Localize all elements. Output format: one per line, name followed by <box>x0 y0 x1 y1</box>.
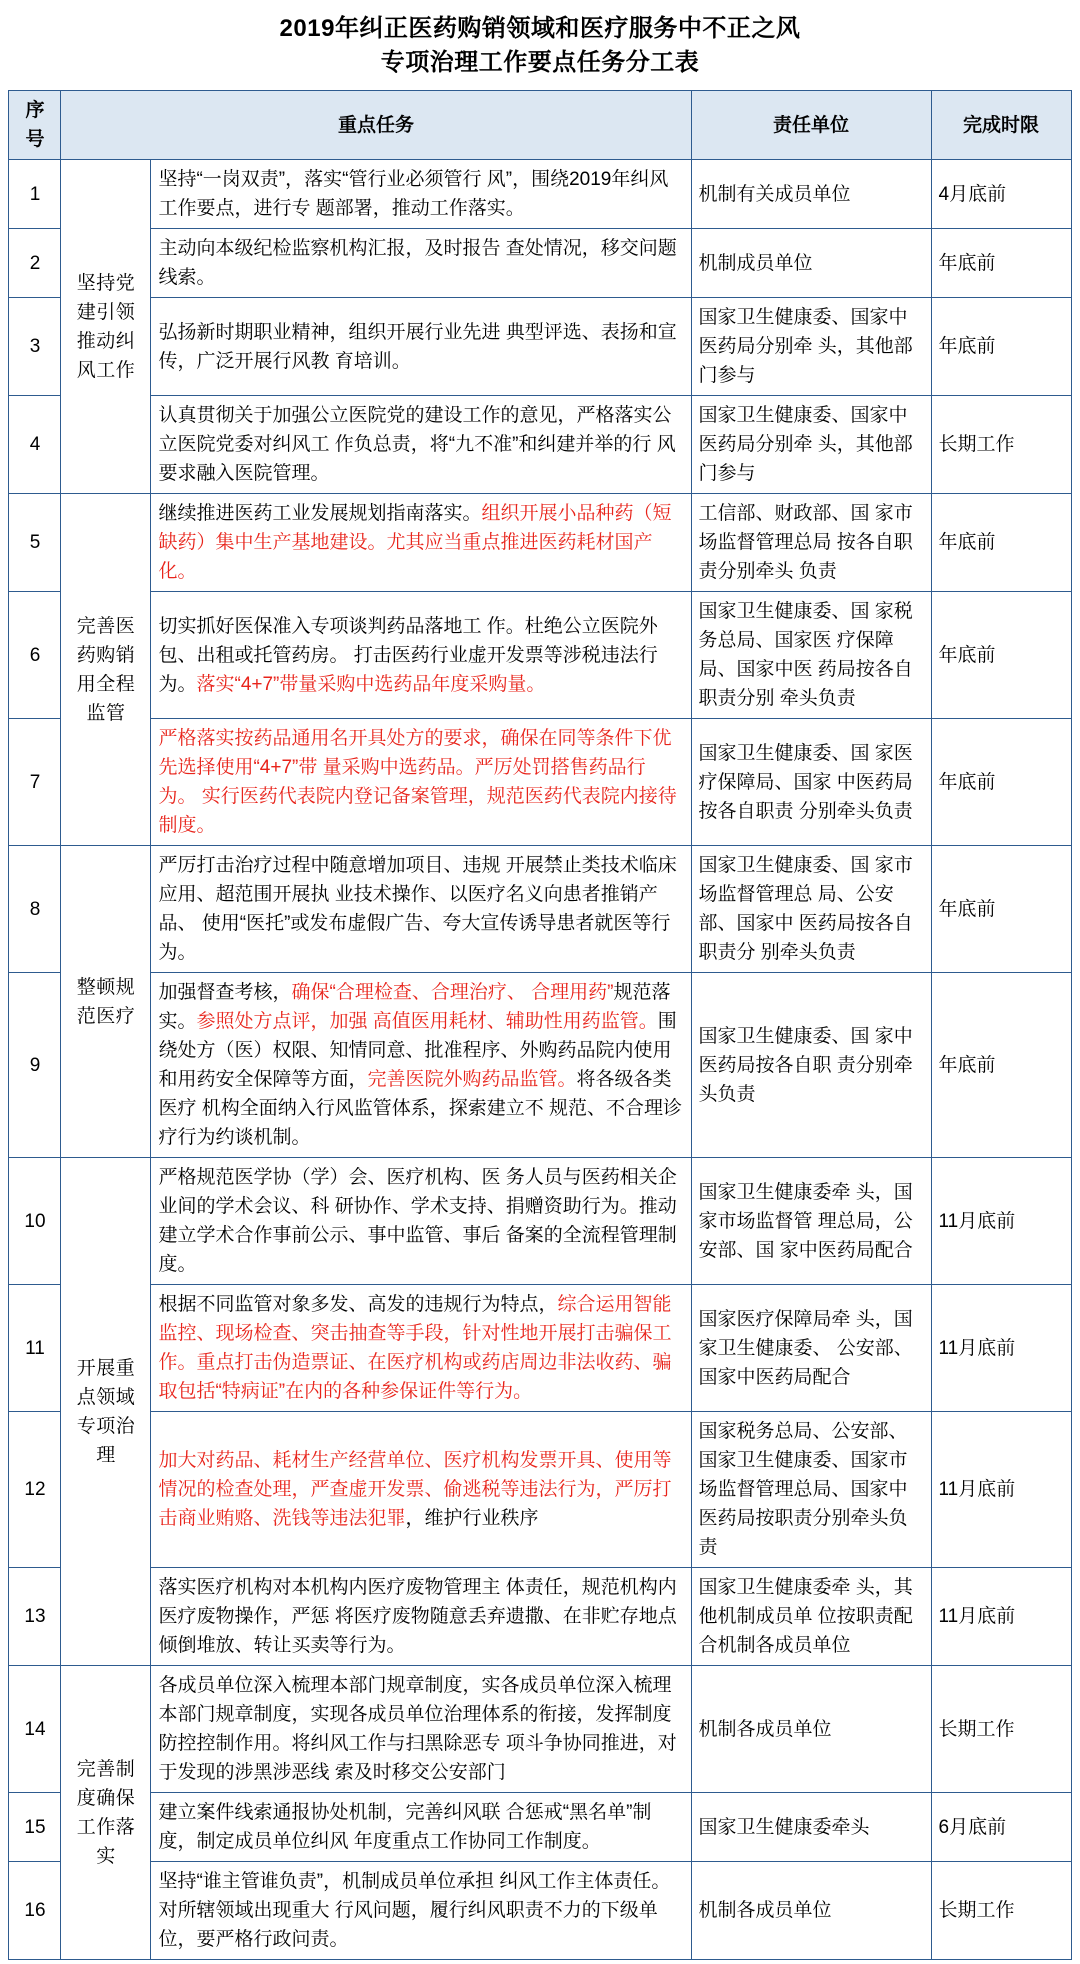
table-row <box>9 1158 1071 1285</box>
task-text: 围绕处方（医）权限、知情同意、批准程序、外购药品院内使用和用药安全保障等方面， <box>158 1011 677 1090</box>
row-task <box>151 846 691 973</box>
table-row <box>9 160 1071 229</box>
row-task <box>151 719 691 846</box>
task-text-highlight: 严格落实按药品通用名开具处方的要求，确保在同等条件下优先选择使用“4+7”带 量采购中选药品。严厉处罚搭售药品行为。 实行医药代表院内登记备案管理，规范医药代表院内接待制度。 <box>158 728 677 836</box>
row-responsible-unit: 国家医疗保障局牵 头，国家卫生健康委、 公安部、国家中医药局配合 <box>691 1285 931 1412</box>
row-number: 12 <box>9 1412 61 1568</box>
header-unit: 责任单位 <box>691 91 931 160</box>
row-deadline: 年底前 <box>931 229 1071 298</box>
task-text: 将各级各类医疗 机构全面纳入行风监管体系，探索建立不 规范、不合理诊疗行为约谈机制。 <box>158 1069 683 1148</box>
row-group-area: 坚持党建引领推动纠风工作 <box>61 160 151 494</box>
row-group-area: 完善制度确保工作落实 <box>61 1666 151 1960</box>
row-task <box>151 1862 691 1960</box>
table-row <box>9 229 1071 298</box>
task-text: 认真贯彻关于加强公立医院党的建设工作的意见，严格落实公立医院党委对纠风工 作负总责，将“九不准”和纠建并举的行 风要求融入医院管理。 <box>158 405 676 484</box>
row-group-area: 开展重点领域专项治理 <box>61 1158 151 1666</box>
table-row <box>9 592 1071 719</box>
table-row <box>9 298 1071 396</box>
task-text: 坚持“谁主管谁负责”，机制成员单位承担 纠风工作主体责任。对所辖领域出现重大 行风问题，履行纠风职责不力的下级单位，要严格行政问责。 <box>158 1871 671 1950</box>
row-deadline: 11月底前 <box>931 1412 1071 1568</box>
row-deadline: 11月底前 <box>931 1285 1071 1412</box>
row-task <box>151 1793 691 1862</box>
row-responsible-unit: 国家卫生健康委牵 头，国家市场监督管 理总局，公安部、国 家中医药局配合 <box>691 1158 931 1285</box>
row-responsible-unit: 国家卫生健康委、国家中医药局分别牵 头，其他部门参与 <box>691 298 931 396</box>
row-responsible-unit: 机制各成员单位 <box>691 1862 931 1960</box>
row-deadline: 年底前 <box>931 494 1071 592</box>
header-no: 序号 <box>9 91 61 160</box>
row-responsible-unit: 国家卫生健康委牵头 <box>691 1793 931 1862</box>
table-row <box>9 973 1071 1158</box>
row-task <box>151 1666 691 1793</box>
task-text: 切实抓好医保准入专项谈判药品落地工 作。杜绝公立医院外包、出租或托管药房。 打击医药行业虚开发票等涉税违法行为。 <box>158 615 658 695</box>
row-deadline: 年底前 <box>931 973 1071 1158</box>
row-deadline: 长期工作 <box>931 1666 1071 1793</box>
table-row <box>9 1666 1071 1793</box>
row-deadline: 长期工作 <box>931 1862 1071 1960</box>
row-task <box>151 298 691 396</box>
row-number: 1 <box>9 160 61 229</box>
row-number: 2 <box>9 229 61 298</box>
header-task: 重点任务 <box>61 91 691 160</box>
row-responsible-unit: 机制各成员单位 <box>691 1666 931 1793</box>
task-text: 建立案件线索通报协处机制，完善纠风联 合惩戒“黑名单”制度，制定成员单位纠风 年度重点工作协同工作制度。 <box>158 1802 652 1852</box>
row-task <box>151 229 691 298</box>
task-text-highlight: 加大对药品、耗材生产经营单位、医疗机构发票开具、使用等情况的检查处理，严查虚开发票、偷逃税等违法行为，严厉打击商业贿赂、洗钱等违法犯罪 <box>158 1450 672 1529</box>
table-row <box>9 719 1071 846</box>
task-text: 各成员单位深入梳理本部门规章制度，实各成员单位深入梳理本部门规章制度，实现各成员单位治理体系的衔接，发挥制度 防控控制作用。将纠风工作与扫黑除恶专 项斗争协同推进，对于发现的涉黑涉恶线 索及时移交公安部门 <box>158 1675 677 1783</box>
table-body <box>9 160 1071 1960</box>
task-text-highlight: 确保“合理检查、合理治疗、 合理用药” <box>291 982 614 1003</box>
row-deadline: 6月底前 <box>931 1793 1071 1862</box>
row-number: 6 <box>9 592 61 719</box>
row-number: 7 <box>9 719 61 846</box>
table-row <box>9 1285 1071 1412</box>
row-deadline: 年底前 <box>931 719 1071 846</box>
task-text: 规范落实。 <box>158 982 671 1032</box>
row-deadline: 年底前 <box>931 298 1071 396</box>
table-header-row <box>9 91 1071 160</box>
row-task <box>151 1412 691 1568</box>
row-number: 8 <box>9 846 61 973</box>
row-number: 11 <box>9 1285 61 1412</box>
row-task <box>151 1285 691 1412</box>
row-task <box>151 1568 691 1666</box>
row-task <box>151 973 691 1158</box>
task-text: 根据不同监管对象多发、高发的违规行为特点， <box>158 1294 558 1315</box>
row-responsible-unit: 国家卫生健康委、国 家中医药局按各自职 责分别牵头负责 <box>691 973 931 1158</box>
row-responsible-unit: 国家卫生健康委、国 家税务总局、国家医 疗保障局、国家中医 药局按各自职责分别 牵头负责 <box>691 592 931 719</box>
header-deadline: 完成时限 <box>931 91 1071 160</box>
row-number: 4 <box>9 396 61 494</box>
table-row <box>9 396 1071 494</box>
row-deadline: 年底前 <box>931 592 1071 719</box>
table-row <box>9 1568 1071 1666</box>
row-deadline: 长期工作 <box>931 396 1071 494</box>
page-title-line-1: 2019年纠正医药购销领域和医疗服务中不正之风 <box>279 15 801 42</box>
task-text-highlight: 完善医院外购药品监管。 <box>367 1069 577 1090</box>
row-number: 10 <box>9 1158 61 1285</box>
task-text: 严厉打击治疗过程中随意增加项目、违规 开展禁止类技术临床应用、超范围开展执 业技术操作、以医疗名义向患者推销产品、 使用“医托”或发布虚假广告、夸大宣传诱导患者就医等行为。 <box>158 855 677 963</box>
row-responsible-unit: 机制成员单位 <box>691 229 931 298</box>
row-number: 3 <box>9 298 61 396</box>
row-responsible-unit: 国家税务总局、公安部、国家卫生健康委、国家市场监督管理总局、国家中医药局按职责分别牵头负责 <box>691 1412 931 1568</box>
row-number: 14 <box>9 1666 61 1793</box>
task-text: ，维护行业秩序 <box>405 1508 539 1529</box>
task-text-highlight: 综合运用智能监控、现场检查、突击抽查等手段，针对性地开展打击骗保工作。重点打击伪造票证、在医疗机构或药店周边非法收药、骗取包括“特病证”在内的各种参保证件等行为。 <box>158 1294 672 1402</box>
row-deadline: 年底前 <box>931 846 1071 973</box>
table-row <box>9 1793 1071 1862</box>
row-group-area: 完善医药购销用全程监管 <box>61 494 151 846</box>
row-number: 9 <box>9 973 61 1158</box>
row-responsible-unit: 国家卫生健康委、国家中医药局分别牵 头，其他部门参与 <box>691 396 931 494</box>
row-task <box>151 396 691 494</box>
task-text: 继续推进医药工业发展规划指南落实。 <box>158 503 482 524</box>
row-number: 15 <box>9 1793 61 1862</box>
task-text: 主动向本级纪检监察机构汇报，及时报告 查处情况，移交问题线索。 <box>158 238 677 288</box>
table-row <box>9 1862 1071 1960</box>
table-row <box>9 494 1071 592</box>
row-responsible-unit: 工信部、财政部、国 家市场监督管理总局 按各自职责分别牵头 负责 <box>691 494 931 592</box>
row-task <box>151 494 691 592</box>
row-group-area: 整顿规范医疗 <box>61 846 151 1158</box>
page-title-line-2: 专项治理工作要点任务分工表 <box>380 49 700 76</box>
row-number: 5 <box>9 494 61 592</box>
row-deadline: 11月底前 <box>931 1568 1071 1666</box>
row-task <box>151 1158 691 1285</box>
row-task <box>151 592 691 719</box>
table-row <box>9 1412 1071 1568</box>
task-text-highlight: 组织开展小品种药（短缺药）集中生产基地建设。尤其应当重点推进医药耗材国产化。 <box>158 503 672 582</box>
task-text: 严格规范医学协（学）会、医疗机构、医 务人员与医药相关企业间的学术会议、科 研协作、学术支持、捐赠资助行为。推动 建立学术合作事前公示、事中监管、事后 备案的全流程管理制度。 <box>158 1167 677 1275</box>
task-text: 坚持“一岗双责”，落实“管行业必须管行 风”，围绕2019年纠风工作要点，进行专 题部署，推动工作落实。 <box>158 169 669 219</box>
row-number: 16 <box>9 1862 61 1960</box>
row-deadline: 4月底前 <box>931 160 1071 229</box>
task-text: 加强督查考核， <box>158 982 292 1003</box>
row-responsible-unit: 国家卫生健康委、国 家医疗保障局、国家 中医药局按各自职责 分别牵头负责 <box>691 719 931 846</box>
row-number: 13 <box>9 1568 61 1666</box>
task-text-highlight: 落实“4+7”带量采购中选药品年度采购量。 <box>196 673 546 695</box>
page-title <box>8 12 1072 80</box>
task-text-highlight: 参照处方点评，加强 高值医用耗材、辅助性用药监管。 <box>196 1011 658 1032</box>
row-responsible-unit: 机制有关成员单位 <box>691 160 931 229</box>
row-deadline: 11月底前 <box>931 1158 1071 1285</box>
task-text: 落实医疗机构对本机构内医疗废物管理主 体责任，规范机构内医疗废物操作，严惩 将医疗废物随意丢弃遗撒、在非贮存地点 倾倒堆放、转让买卖等行为。 <box>158 1577 677 1656</box>
row-responsible-unit: 国家卫生健康委牵 头，其他机制成员单 位按职责配合机制各成员单位 <box>691 1568 931 1666</box>
task-text: 弘扬新时期职业精神，组织开展行业先进 典型评选、表扬和宣传，广泛开展行风教 育培训。 <box>158 321 677 372</box>
table-row <box>9 846 1071 973</box>
row-responsible-unit: 国家卫生健康委、国 家市场监督管理总 局、公安部、国家中 医药局按各自职责分 别牵头负责 <box>691 846 931 973</box>
row-task <box>151 160 691 229</box>
task-assignment-table <box>8 90 1071 1960</box>
